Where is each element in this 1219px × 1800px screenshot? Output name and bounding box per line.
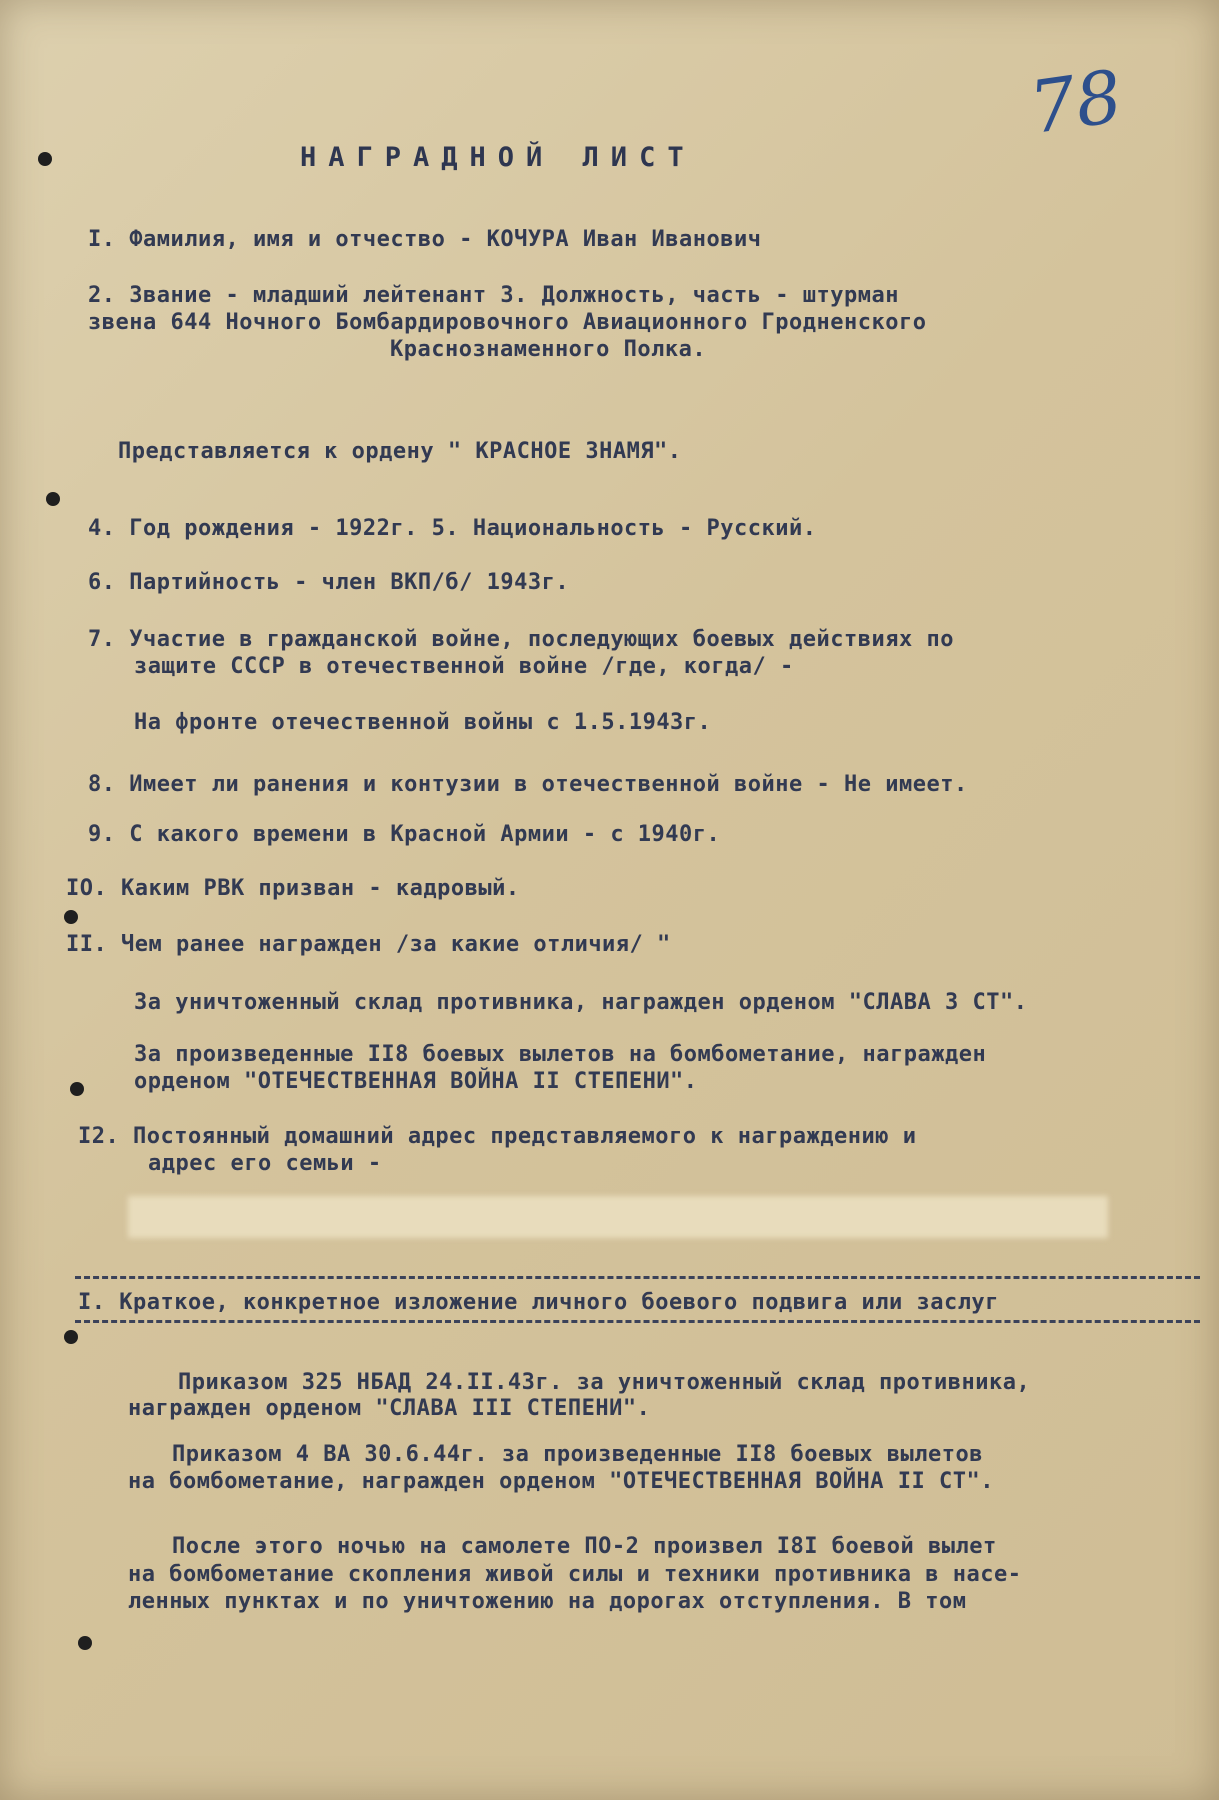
narrative-line: После этого ночью на самолете ПО-2 произвел I8I боевой вылет <box>172 1534 997 1559</box>
punch-hole <box>46 492 60 506</box>
narrative-line: на бомбометание, награжден орденом "ОТЕЧЕСТВЕННАЯ ВОЙНА II СТ". <box>128 1469 994 1494</box>
field-home-address-cont: адрес его семьи - <box>148 1151 382 1176</box>
field-participation: 7. Участие в гражданской войне, последующих боевых действиях по <box>88 627 954 652</box>
punch-hole <box>38 152 52 166</box>
punch-hole <box>78 1636 92 1650</box>
field-prior-awards: II. Чем ранее награжден /за какие отличия/ " <box>66 932 671 957</box>
folio-number: 78 <box>1024 54 1128 150</box>
field-participation-cont: защите СССР в отечественной войне /где, когда/ - <box>134 654 794 679</box>
field-army-since: 9. С какого времени в Красной Армии - с 1940г. <box>88 822 721 847</box>
field-drafted: IO. Каким РВК призван - кадровый. <box>66 876 520 901</box>
prior-award-2-cont: орденом "ОТЕЧЕСТВЕННАЯ ВОЙНА II СТЕПЕНИ". <box>134 1069 698 1094</box>
punch-hole <box>70 1082 84 1096</box>
field-party: 6. Партийность - член ВКП/б/ 1943г. <box>88 570 570 595</box>
document-title: НАГРАДНОЙ ЛИСТ <box>300 142 696 173</box>
prior-award-2: За произведенные II8 боевых вылетов на бомбометание, награжден <box>134 1042 987 1067</box>
redacted-address-band <box>128 1196 1108 1238</box>
field-name: I. Фамилия, имя и отчество - КОЧУРА Иван Иванович <box>88 227 762 252</box>
narrative-line: Приказом 325 НБАД 24.II.43г. за уничтоженный склад противника, <box>178 1370 1031 1395</box>
award-recommendation: Представляется к ордену " КРАСНОЕ ЗНАМЯ". <box>118 439 682 464</box>
narrative-line: Приказом 4 ВА 30.6.44г. за произведенные II8 боевых вылетов <box>172 1442 983 1467</box>
narrative-line: ленных пунктах и по уничтожению на дорогах отступления. В том <box>128 1589 967 1614</box>
field-rank-position: 2. Звание - младший лейтенант 3. Должность, часть - штурман <box>88 283 899 308</box>
field-front-since: На фронте отечественной войны с 1.5.1943г. <box>134 710 712 735</box>
punch-hole <box>64 1330 78 1344</box>
section-divider-bottom <box>75 1320 1200 1323</box>
field-wounds: 8. Имеет ли ранения и контузии в отечественной войне - Не имеет. <box>88 772 968 797</box>
field-home-address: I2. Постоянный домашний адрес представляемого к награждению и <box>78 1124 917 1149</box>
punch-hole <box>64 910 78 924</box>
prior-award-1: За уничтоженный склад противника, награжден орденом "СЛАВА 3 СТ". <box>134 990 1028 1015</box>
field-birth-nationality: 4. Год рождения - 1922г. 5. Национальность - Русский. <box>88 516 817 541</box>
section-divider-top <box>75 1276 1200 1279</box>
section-heading: I. Краткое, конкретное изложение личного боевого подвига или заслуг <box>78 1290 999 1315</box>
narrative-line: награжден орденом "СЛАВА III СТЕПЕНИ". <box>128 1396 651 1421</box>
field-unit: звена 644 Ночного Бомбардировочного Авиационного Гродненского <box>88 310 927 335</box>
field-unit-cont: Краснознаменного Полка. <box>390 337 707 362</box>
narrative-line: на бомбометание скопления живой силы и техники противника в насе- <box>128 1562 1022 1587</box>
